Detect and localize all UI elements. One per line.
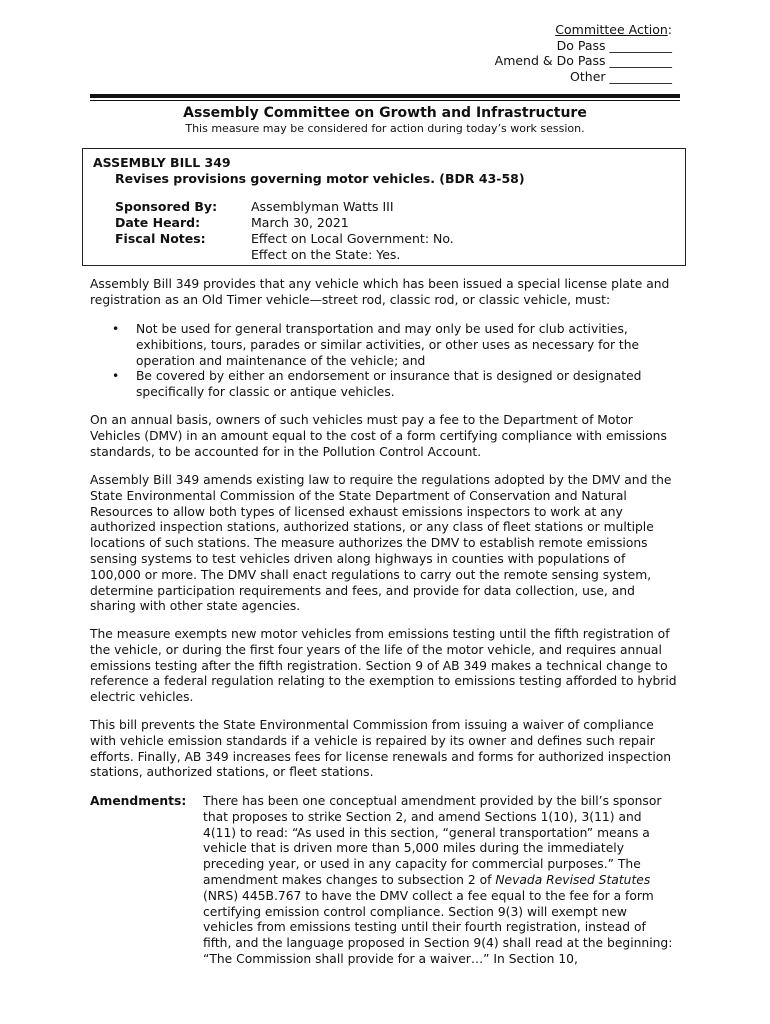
fiscal-notes-local: Effect on Local Government: No. — [251, 231, 454, 246]
committee-action-other: Other __________ — [570, 68, 672, 84]
list-item-text: Not be used for general transportation and may only be used for club activities, exhibitions, tours, parades or similar activities, or other uses as necessary for the operation and maintenance of the vehicle; and — [136, 322, 640, 368]
committee-action-do-pass: Do Pass __________ — [556, 37, 672, 53]
fiscal-notes-state-row — [115, 247, 454, 263]
committee-action-title-row — [495, 22, 672, 38]
amendments-text — [203, 794, 673, 968]
fiscal-notes-label: Fiscal Notes: — [115, 231, 206, 246]
committee-title: Assembly Committee on Growth and Infrastructure — [183, 105, 587, 121]
committee-action-block — [495, 22, 672, 84]
amendments-text-italic: Nevada Revised Statutes — [495, 872, 651, 887]
amendments-label: Amendments: — [90, 794, 187, 808]
fiscal-notes-blank-label — [115, 247, 251, 263]
header-divider-thick — [90, 94, 680, 98]
bullet-icon: • — [112, 322, 120, 336]
fiscal-notes-state: Effect on the State: Yes. — [251, 247, 401, 262]
paragraph-regulations — [90, 473, 680, 615]
bill-info-box — [82, 148, 686, 266]
bill-meta — [115, 199, 454, 263]
list-item — [90, 322, 680, 369]
paragraph-text: On an annual basis, owners of such vehicles must pay a fee to the Department of Motor Vehicles (DMV) in an amount equal to the cost of a form certifying compliance with emissions standards, to be accounted for in the Pollution Control Account. — [90, 413, 667, 459]
paragraph-annual-fee — [90, 413, 680, 460]
date-heard-row — [115, 215, 454, 231]
amendments-text-after: (NRS) 445B.767 to have the DMV collect a fee equal to the fee for a form certifying emission control compliance. Section 9(3) will exempt new vehicles from emissions testing until their fourth registration, instead of fifth, and the language proposed in Section 9(4) shall read at the beginning: “The Commission shall provide for a waiver…” In Section 10, — [203, 888, 673, 966]
committee-action-colon: : — [667, 22, 672, 37]
paragraph-exemption — [90, 627, 680, 706]
committee-action-amend-do-pass: Amend & Do Pass __________ — [494, 53, 672, 68]
list-item-text: Be covered by either an endorsement or insurance that is designed or designated specifically for classic or antique vehicles. — [136, 369, 642, 400]
date-heard-value: March 30, 2021 — [251, 215, 349, 230]
committee-subtitle: This measure may be considered for action during today’s work session. — [185, 122, 585, 135]
list-item — [90, 369, 680, 401]
sponsored-by-label: Sponsored By: — [115, 199, 218, 214]
committee-action-title: Committee Action — [555, 22, 668, 37]
header-divider-thin — [90, 100, 680, 101]
fiscal-notes-row — [115, 231, 454, 247]
paragraph-text: Assembly Bill 349 amends existing law to require the regulations adopted by the DMV and the State Environmental Commission of the State Department of Conservation and Natural Resources to allow both types of licensed exhaust emissions inspectors to work at any authorized inspection stations, authorized stations, or any class of fleet stations or multiple locations of such stations. The measure authorizes the DMV to establish remote emissions sensing systems to test vehicles driven along highways in counties with populations of 100,000 or more. The DMV shall enact regulations to carry out the remote sensing system, determine participation requirements and fees, and provide for data collection, use, and sharing with other state agencies. — [90, 473, 672, 614]
amendments-text-before: There has been one conceptual amendment provided by the bill’s sponsor that proposes to strike Section 2, and amend Sections 1(10), 3(11) and 4(11) to read: “As used in this section, “general transportation” means a vehicle that is driven more than 5,000 miles during the immediately preceding year, or used in any capacity for commercial purposes.” The amendment makes changes to subsection 2 of — [203, 794, 662, 887]
bullet-icon: • — [112, 369, 120, 384]
paragraph-text: The measure exempts new motor vehicles from emissions testing until the fifth registration of the vehicle, or during the first four years of the life of the motor vehicle, and requires annual emissions testing after the fifth registration. Section 9 of AB 349 makes a technical change to reference a federal regulation relating to the exemption to emissions testing afforded to hybrid electric vehicles. — [90, 627, 677, 705]
intro-paragraph — [90, 277, 680, 309]
paragraph-waiver — [90, 718, 680, 781]
paragraph-text: This bill prevents the State Environmental Commission from issuing a waiver of compliance with vehicle emission standards if a vehicle is repaired by its owner and defines such repair efforts. Finally, AB 349 increases fees for license renewals and forms for authorized inspection stations, authorized stations, or fleet stations. — [90, 718, 672, 780]
sponsored-by-row — [115, 199, 454, 215]
requirements-list — [90, 322, 680, 401]
sponsored-by-value: Assemblyman Watts III — [251, 199, 394, 214]
bill-summary: Revises provisions governing motor vehicles. (BDR 43-58) — [115, 171, 525, 186]
date-heard-label: Date Heard: — [115, 215, 201, 230]
intro-text: Assembly Bill 349 provides that any vehicle which has been issued a special license plate and registration as an Old Timer vehicle—street rod, classic rod, or classic vehicle, must: — [90, 277, 670, 307]
bill-number: ASSEMBLY BILL 349 — [93, 155, 231, 170]
